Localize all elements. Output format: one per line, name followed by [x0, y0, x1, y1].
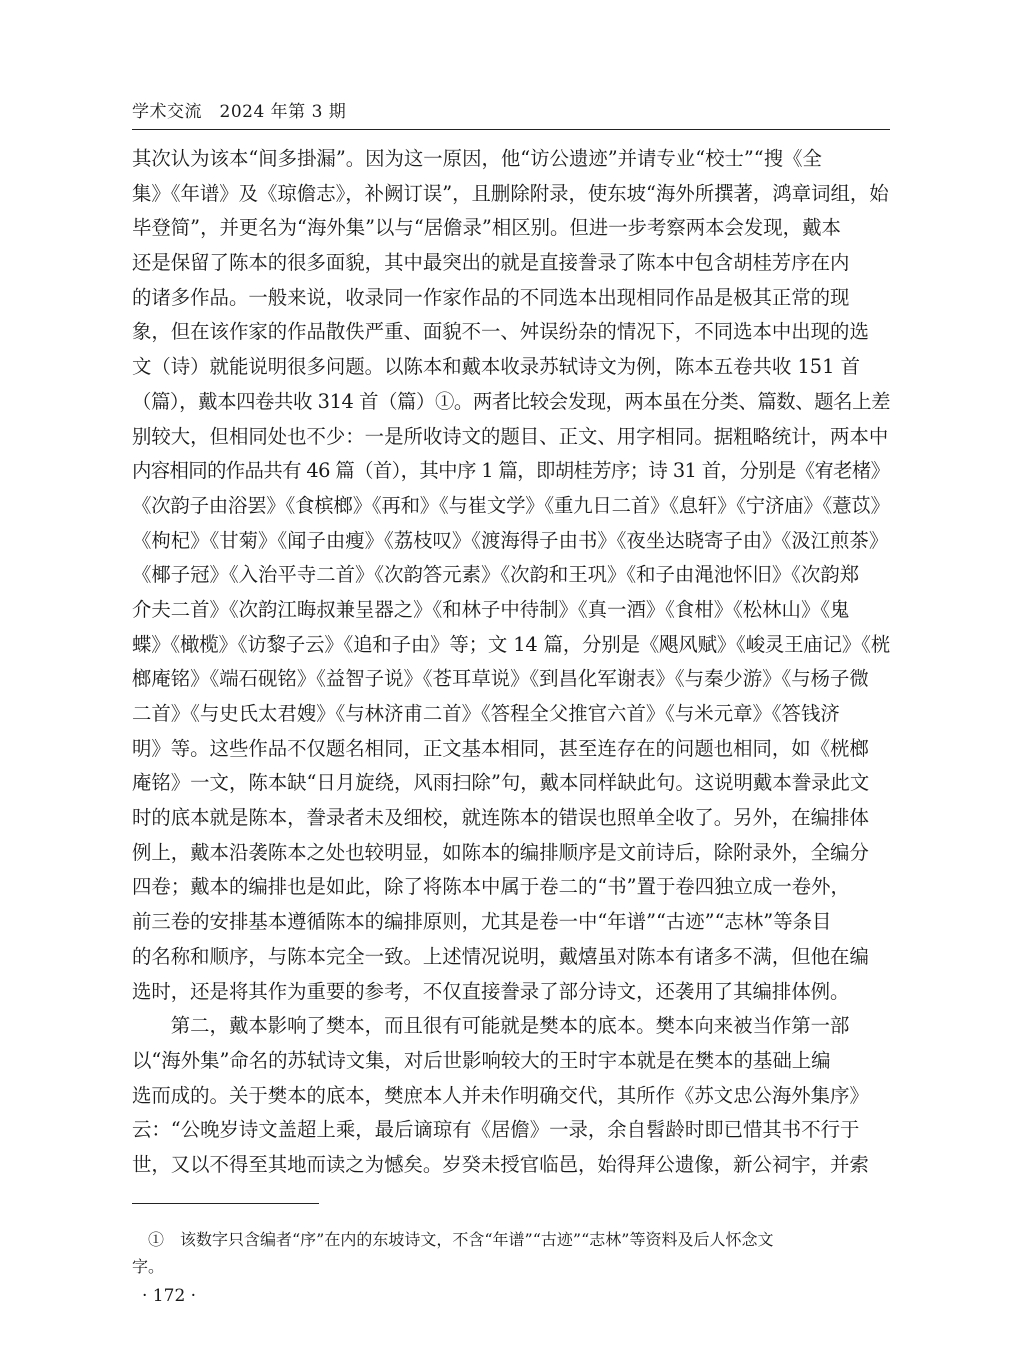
text-line: 其次认为该本“间多掛漏”。因为这一原因，他“访公遗迹”并请专业“校士”“搜《全 — [132, 147, 822, 170]
text-line: 别较大，但相同处也不少：一是所收诗文的题目、正文、用字相同。据粗略统计，两本中 — [132, 424, 889, 448]
text-line: 例上，戴本沿袭陈本之处也较明显，如陈本的编排顺序是文前诗后，除附录外，全编分 — [132, 840, 869, 864]
body-text — [132, 142, 890, 1183]
text-line: 世，又以不得至其地而读之为憾矣。岁癸未授官临邑，始得拜公遗像，新公祠宇，并索 — [132, 1152, 869, 1176]
text-line: 内容相同的作品共有 46 篇（首），其中序 1 篇，即胡桂芳序；诗 31 首，分别是《宥老楮》 — [132, 459, 890, 483]
text-line: 庵铭》一文，陈本缺“日月旋绕，风雨扫除”句，戴本同样缺此句。这说明戴本誊录此文 — [132, 771, 870, 795]
text-line: 二首》《与史氏太君嫂》《与林济甫二首》《答程全父推官六首》《与米元章》《答钱济 — [132, 702, 840, 725]
footnote-rule — [132, 1203, 319, 1204]
footnote-line: ① 该数字只含编者“序”在内的东坡诗文，不含“年谱”“古迹”“志林”等资料及后人怀念文 — [132, 1230, 774, 1249]
text-line: 的诸多作品。一般来说，收录同一作家作品的不同选本出现相同作品是极其正常的现 — [132, 285, 850, 309]
text-line: 榔庵铭》《端石砚铭》《益智子说》《苍耳草说》《到昌化军谢表》《与秦少游》《与杨子微 — [132, 667, 869, 691]
header-rule — [132, 129, 890, 130]
text-line: 的名称和顺序，与陈本完全一致。上述情况说明，戴熺虽对陈本有诸多不满，但他在编 — [132, 944, 869, 968]
text-line: 四卷；戴本的编排也是如此，除了将陈本中属于卷二的“书”置于卷四独立成一卷外， — [132, 875, 850, 899]
text-line: 以“海外集”命名的苏轼诗文集，对后世影响较大的王时宇本就是在樊本的基础上编 — [132, 1048, 831, 1072]
text-line: 前三卷的安排基本遵循陈本的编排原则，尤其是卷一中“年谱”“古迹”“志林”等条目 — [132, 910, 832, 934]
text-line: （篇），戴本四卷共收 314 首（篇）①。两者比较会发现，两本虽在分类、篇数、题名上差 — [132, 389, 891, 413]
text-line: 文（诗）就能说明很多问题。以陈本和戴本收录苏轼诗文为例，陈本五卷共收 151 首 — [132, 355, 861, 379]
text-line: 介夫二首》《次韵江晦叔兼呈器之》《和林子中待制》《真一酒》《食柑》《松林山》《鬼 — [132, 597, 850, 621]
text-line: 还是保留了陈本的很多面貌，其中最突出的就是直接誊录了陈本中包含胡桂芳序在内 — [132, 251, 850, 275]
text-line: 明》等。这些作品不仅题名相同，正文基本相同，甚至连存在的问题也相同，如《桄榔 — [132, 736, 869, 760]
text-line: 《椰子冠》《入治平寺二首》《次韵答元素》《次韵和王巩》《和子由渑池怀旧》《次韵郑 — [132, 563, 860, 587]
text-line: 集》《年谱》及《琼儋志》，补阙订误”，且删除附录，使东坡“海外所撰著，鸿章词组，始 — [132, 181, 889, 205]
running-header: 学术交流 2024 年第 3 期 — [132, 102, 347, 122]
paragraph-2 — [132, 1009, 890, 1182]
footnote-line: 字。 — [132, 1257, 165, 1276]
text-line: 蝶》《橄榄》《访黎子云》《追和子由》等；文 14 篇，分别是《飓风赋》《峻灵王庙记》《桄 — [132, 632, 890, 656]
text-line: 第二，戴本影响了樊本，而且很有可能就是樊本的底本。樊本向来被当作第一部 — [132, 1014, 850, 1038]
page-number: · 172 · — [142, 1286, 197, 1306]
text-line: 象，但在该作家的作品散佚严重、面貌不一、舛误纷杂的情况下，不同选本中出现的选 — [132, 320, 869, 344]
paragraph-1 — [132, 142, 890, 1009]
text-line: 《枸杞》《甘菊》《闻子由瘦》《荔枝叹》《渡海得子由书》《夜坐达晓寄子由》《汲江煎茶》 — [132, 528, 889, 552]
text-line: 毕登简”，并更名为“海外集”以与“居儋录”相区别。但进一步考察两本会发现，戴本 — [132, 216, 841, 240]
text-line: 时的底本就是陈本，誊录者未及细校，就连陈本的错误也照单全收了。另外，在编排体 — [132, 806, 869, 830]
text-line: 选而成的。关于樊本的底本，樊庶本人并未作明确交代，其所作《苏文忠公海外集序》 — [132, 1083, 869, 1107]
text-line: 《次韵子由浴罢》《食槟榔》《再和》《与崔文学》《重九日二首》《息轩》《宁济庙》《薏苡》 — [132, 493, 890, 517]
text-line: 云：“公晚岁诗文盖超上乘，最后谪琼有《居儋》一录，余自髫龄时即已惜其书不行于 — [132, 1118, 860, 1142]
text-line: 选时，还是将其作为重要的参考，不仅直接誊录了部分诗文，还袭用了其编排体例。 — [132, 979, 850, 1003]
footnote — [132, 1226, 890, 1280]
